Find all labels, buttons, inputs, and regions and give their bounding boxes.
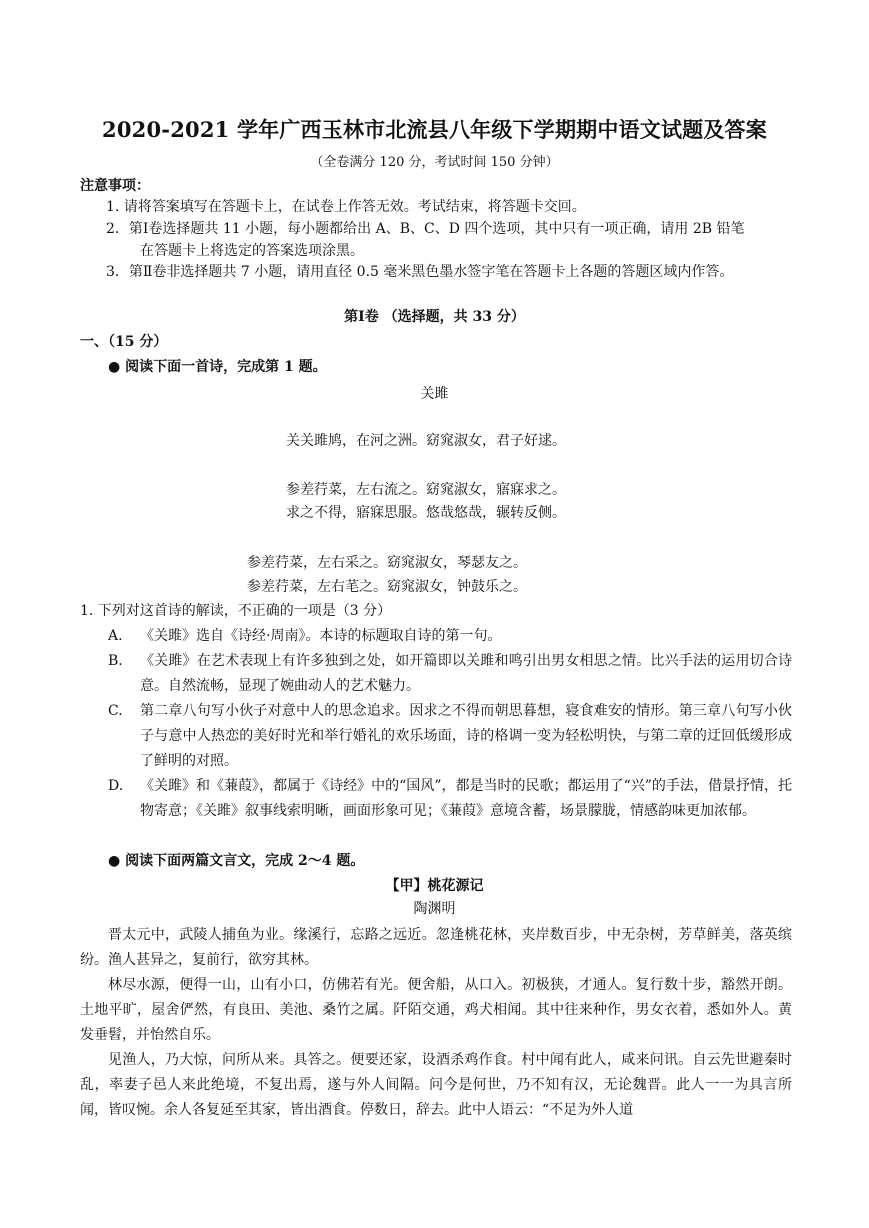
reading-instruction: ● 阅读下面一首诗，完成第 1 题。 — [108, 359, 327, 375]
part-heading: 一、（15 分） — [80, 334, 168, 350]
passage-paragraph: 林尽水源，便得一山，山有小口，仿佛若有光。便舍船，从口入。初极狭，才通人。复行数十步，豁然开朗。土地平旷，屋舍俨然，有良田、美池、桑竹之属。阡陌交通，鸡犬相闻。其中往来种作，男女衣着，悉如外人。黄发垂髫，并怡然自乐。 — [80, 977, 792, 1043]
reading-instruction: ● 阅读下面两篇文言文，完成 2～4 题。 — [108, 853, 365, 869]
poem-line: 求之不得，寤寐思服。悠哉悠哉，辗转反侧。 — [286, 505, 566, 521]
option-label: D. — [108, 778, 124, 794]
poem-line: 参差荇菜，左右采之。窈窕淑女，琴瑟友之。 — [247, 555, 527, 571]
passage-title: 【甲】桃花源记 — [385, 878, 484, 894]
option-text: 《关雎》选自《诗经·周南》。本诗的标题取自诗的第一句。 — [140, 628, 502, 644]
notice-item: 在答题卡上将选定的答案选项涂黑。 — [140, 243, 364, 259]
option-text: 《关雎》和《蒹葭》，都属于《诗经》中的“国风”，都是当时的民歌；都运用了“兴”的手法，借景抒情，托物寄意；《关雎》叙事线索明晰，画面形象可见；《蒹葭》意境含蓄，场景朦胧，情感韵味更加浓郁。 — [140, 778, 792, 819]
notice-item: 2．第Ⅰ卷选择题共 11 小题，每小题都给出 A、B、C、D 四个选项，其中只有一项正确，请用 2B 铅笔 — [106, 221, 745, 237]
poem-line: 参差荇菜，左右流之。窈窕淑女，寤寐求之。 — [286, 482, 566, 498]
passage-author: 陶渊明 — [413, 901, 456, 917]
passage-paragraph: 见渔人，乃大惊，问所从来。具答之。便要还家，设酒杀鸡作食。村中闻有此人，咸来问讯。自云先世避秦时乱，率妻子邑人来此绝境，不复出焉，遂与外人间隔。问今是何世，乃不知有汉，无论魏晋。此人一一为具言所闻，皆叹惋。余人各复延至其家，皆出酒食。停数日，辞去。此中人语云：“不足为外人道 — [80, 1052, 792, 1118]
notice-item: 1. 请将答案填写在答题卡上，在试卷上作答无效。考试结束，将答题卡交回。 — [106, 199, 586, 215]
poem-line: 关关雎鸠，在河之洲。窈窕淑女，君子好逑。 — [286, 433, 566, 449]
option-text: 《关雎》在艺术表现上有许多独到之处，如开篇即以关雎和鸣引出男女相思之情。比兴手法的运用切合诗意。自然流畅，显现了婉曲动人的艺术魅力。 — [140, 653, 792, 694]
option-label: B. — [108, 653, 123, 669]
notice-heading: 注意事项： — [80, 178, 150, 194]
passage-paragraph: 晋太元中，武陵人捕鱼为业。缘溪行，忘路之远近。忽逢桃花林，夹岸数百步，中无杂树，芳草鲜美，落英缤纷。渔人甚异之，复前行，欲穷其林。 — [80, 927, 792, 968]
notice-item: 3．第Ⅱ卷非选择题共 7 小题，请用直径 0.5 毫米黑色墨水签字笔在答题卡上各题的答题区域内作答。 — [106, 264, 734, 280]
question-stem: 1. 下列对这首诗的解读，不正确的一项是（3 分） — [80, 603, 392, 619]
option-text: 第二章八句写小伙子对意中人的思念追求。因求之不得而朝思暮想，寝食难安的情形。第三章八句写小伙子与意中人热恋的美好时光和举行婚礼的欢乐场面，诗的格调一变为轻松明快，与第二章的迂回低缓形成了鲜明的对照。 — [140, 703, 792, 769]
page-subtitle: （全卷满分 120 分，考试时间 150 分钟） — [310, 155, 559, 170]
option-label: A. — [108, 628, 123, 644]
option-label: C. — [108, 703, 123, 719]
poem-line: 参差荇菜，左右芼之。窈窕淑女，钟鼓乐之。 — [247, 579, 527, 595]
poem-title: 关雎 — [420, 386, 449, 402]
page-title: 2020-2021 学年广西玉林市北流县八年级下学期期中语文试题及答案 — [102, 117, 767, 142]
section-heading: 第Ⅰ卷 （选择题，共 33 分） — [344, 309, 525, 325]
